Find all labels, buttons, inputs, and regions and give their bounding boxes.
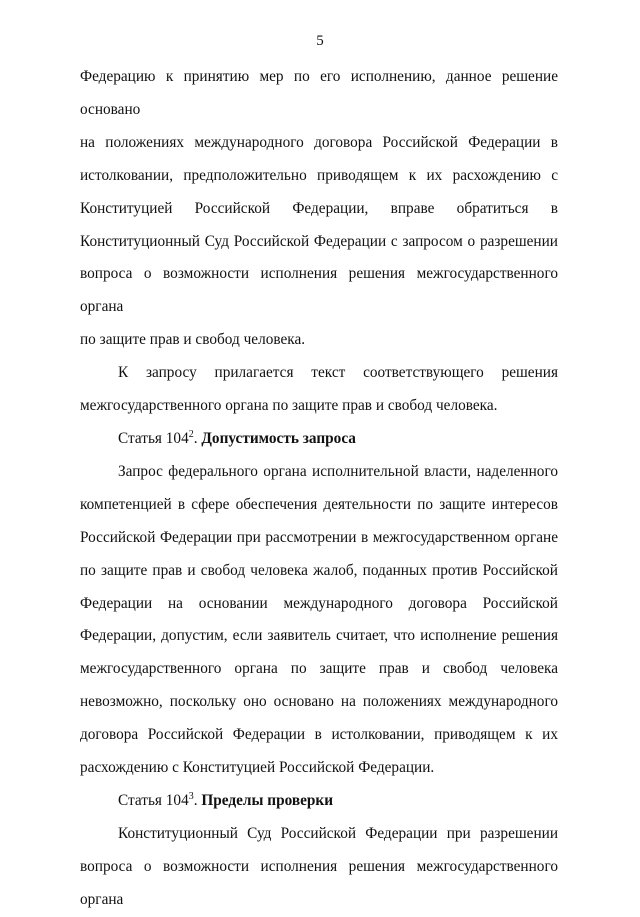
text-line: Конституционный Суд Российской Федерации при разрешении: [118, 824, 558, 842]
text-line: по защите прав и свобод человека.: [80, 331, 306, 349]
article-number: Статья 104: [118, 429, 189, 447]
text-line: на положениях международного договора Российской Федерации в: [80, 133, 558, 151]
text-line: Российской Федерации при рассмотрении в межгосударственном органе: [80, 528, 558, 546]
text-line: К запросу прилагается текст соответствующего решения: [118, 364, 558, 382]
text-line: расхождению с Конституцией Российской Федерации.: [80, 759, 435, 777]
page-number: 5: [316, 33, 324, 49]
text-line: Федерации, допустим, если заявитель считает, что исполнение решения: [80, 627, 558, 645]
article-body-104-2: [80, 456, 558, 785]
text-line: Конституционный Суд Российской Федерации с запросом о разрешении: [80, 232, 558, 250]
text-line: Конституцией Российской Федерации, вправе обратиться в: [80, 199, 558, 217]
text-line: Федерацию к принятию мер по его исполнению, данное решение основано: [80, 68, 558, 118]
article-title: Пределы проверки: [201, 791, 334, 809]
text-line: вопроса о возможности исполнения решения межгосударственного органа: [80, 265, 558, 316]
article-superscript: 2: [188, 428, 194, 440]
document-body: [80, 61, 558, 917]
paragraph-continuation: [80, 61, 558, 357]
paragraph-attachment: [80, 357, 558, 423]
text-line: вопроса о возможности исполнения решения межгосударственного органа: [80, 857, 558, 908]
article-separator: .: [193, 791, 202, 809]
article-number: Статья 104: [118, 791, 189, 809]
text-line: Запрос федерального органа исполнительной власти, наделенного: [118, 462, 558, 480]
text-line: истолковании, предположительно приводящем к их расхождению с: [80, 166, 558, 184]
article-separator: .: [193, 429, 202, 447]
text-line: межгосударственного органа по защите прав и свобод человека: [80, 660, 558, 678]
text-line: межгосударственного органа по защите прав и свобод человека.: [80, 397, 498, 415]
article-superscript: 3: [188, 790, 194, 802]
article-heading-104-2: [80, 423, 558, 456]
text-line: компетенцией в сфере обеспечения деятельности по защите интересов: [80, 495, 558, 513]
text-line: договора Российской Федерации в истолковании, приводящем к их: [80, 726, 558, 744]
text-line: по защите прав и свобод человека жалоб, поданных против Российской: [80, 561, 558, 579]
text-line: невозможно, поскольку оно основано на положениях международного: [80, 693, 558, 711]
text-line: Федерации на основании международного договора Российской: [80, 594, 558, 612]
article-heading-104-3: [80, 785, 558, 818]
article-body-104-3: [80, 818, 558, 917]
article-title: Допустимость запроса: [201, 429, 356, 447]
